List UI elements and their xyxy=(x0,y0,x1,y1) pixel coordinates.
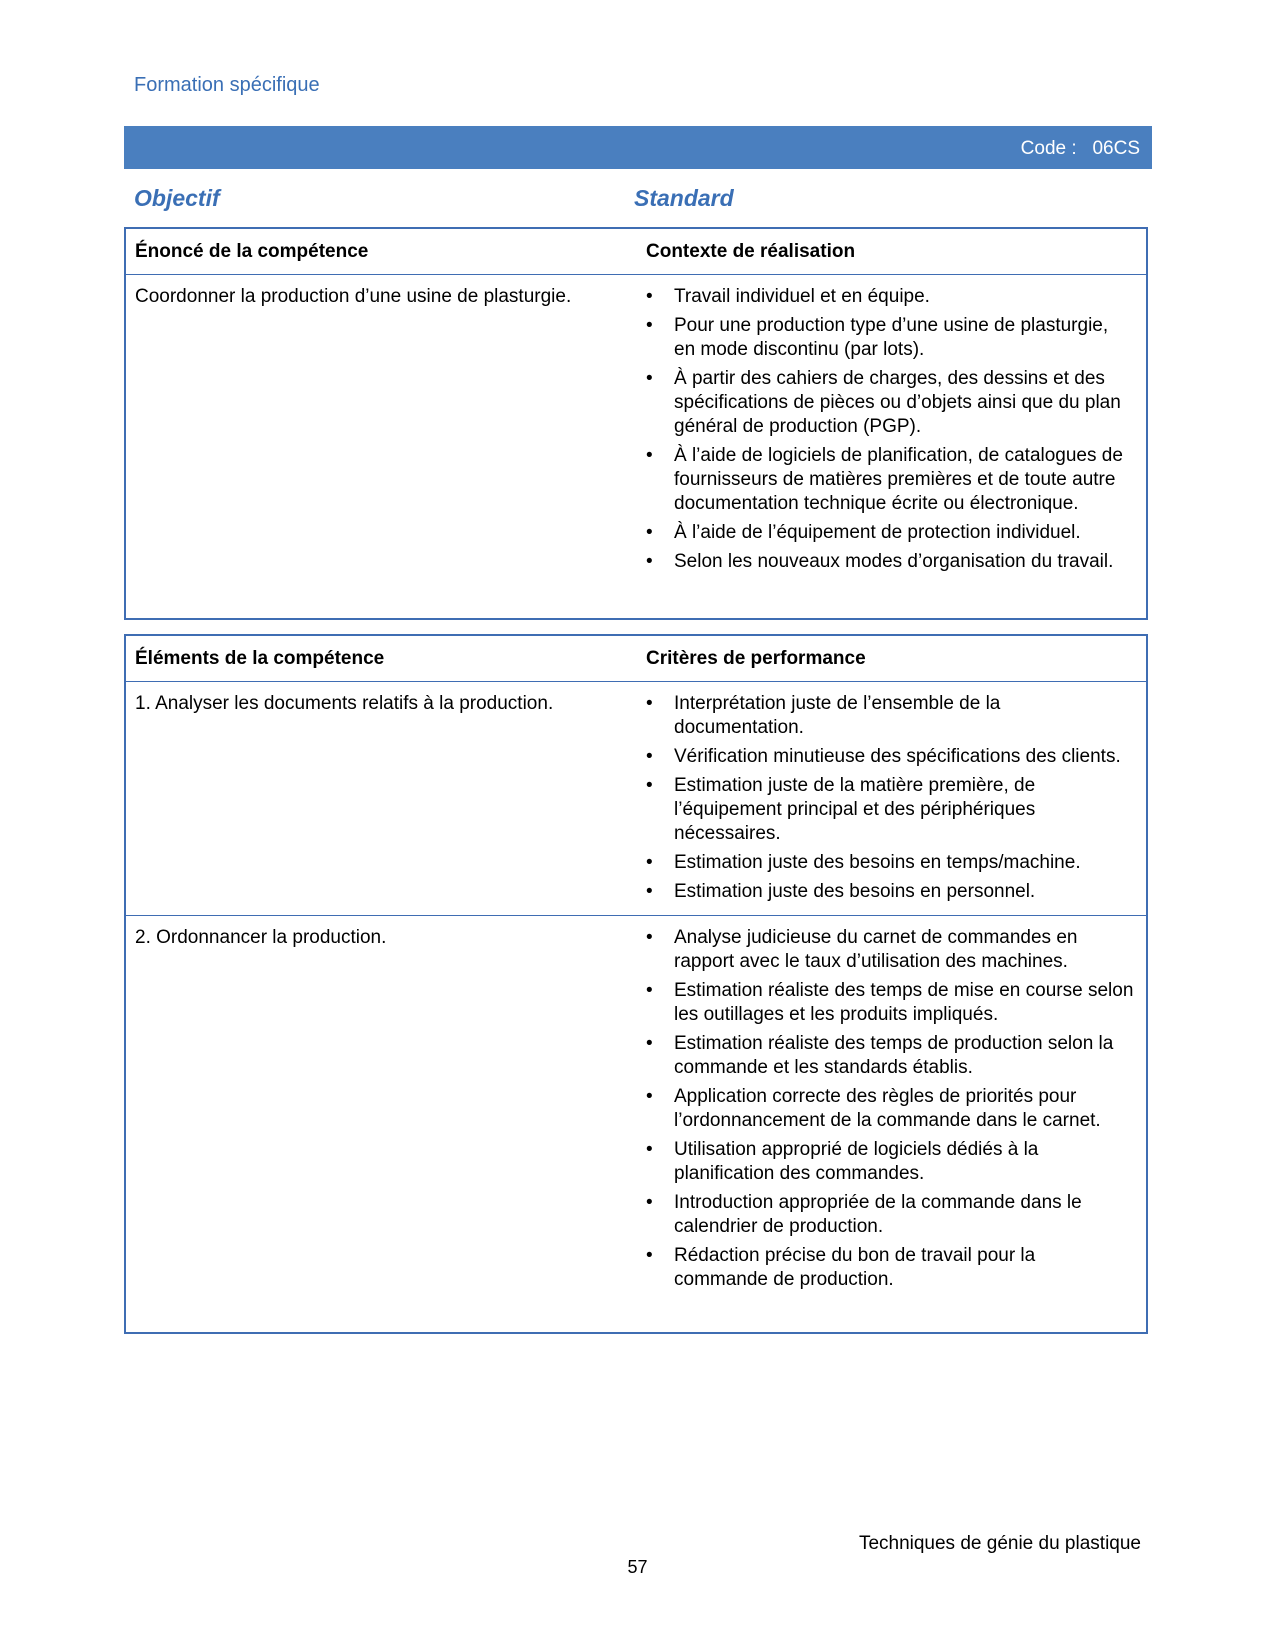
list-item: • Application correcte des règles de priorités pour l’ordonnancement de la commande dans le carnet. xyxy=(674,1085,1134,1133)
contexte-list xyxy=(126,275,1146,585)
objectif-title: Objectif xyxy=(134,185,220,211)
list-item: • Estimation réaliste des temps de mise en course selon les outillages et les produits impliqués. xyxy=(674,979,1134,1027)
list-item: • Estimation juste des besoins en personnel. xyxy=(674,880,1134,904)
program-footer: Techniques de génie du plastique xyxy=(858,1533,1141,1554)
list-item: • Estimation juste des besoins en temps/machine. xyxy=(674,851,1134,875)
table-row xyxy=(126,275,1146,585)
list-item: • Travail individuel et en équipe. xyxy=(674,285,1134,309)
standard-title: Standard xyxy=(634,185,734,211)
list-item: • Pour une production type d’une usine de plasturgie, en mode discontinu (par lots). xyxy=(674,314,1134,362)
competence-table-header xyxy=(126,229,1146,275)
list-item: • Introduction appropriée de la commande dans le calendrier de production. xyxy=(674,1191,1134,1239)
list-item: • Estimation réaliste des temps de production selon la commande et les standards établis. xyxy=(674,1032,1134,1080)
criteres-header: Critères de performance xyxy=(646,648,866,669)
criteres-list xyxy=(126,916,1146,1303)
table-row xyxy=(126,682,1146,915)
document-header: Formation spécifique xyxy=(134,74,320,96)
list-item: • Estimation juste de la matière première, de l’équipement principal et des périphériques nécessaires. xyxy=(674,774,1134,846)
list-item: • À partir des cahiers de charges, des dessins et des spécifications de pièces ou d’objets ainsi que du plan général de production (PGP). xyxy=(674,367,1134,439)
contexte-header: Contexte de réalisation xyxy=(646,241,856,262)
criteres-list xyxy=(126,682,1146,915)
competence-table xyxy=(124,227,1148,620)
code-bar xyxy=(124,126,1152,169)
enonce-text: Coordonner la production d’une usine de plasturgie. xyxy=(135,286,572,307)
list-item: • Interprétation juste de l’ensemble de la documentation. xyxy=(674,692,1134,740)
page-number: 57 xyxy=(627,1557,648,1577)
elements-header: Éléments de la compétence xyxy=(135,648,385,669)
list-item: • Rédaction précise du bon de travail pour la commande de production. xyxy=(674,1244,1134,1292)
element-text: 1. Analyser les documents relatifs à la production. xyxy=(135,693,554,714)
list-item: • Vérification minutieuse des spécifications des clients. xyxy=(674,745,1134,769)
elements-table-header xyxy=(126,636,1146,682)
enonce-header: Énoncé de la compétence xyxy=(135,241,369,262)
list-item: • Utilisation approprié de logiciels dédiés à la planification des commandes. xyxy=(674,1138,1134,1186)
section-titles xyxy=(134,185,1134,215)
table-row xyxy=(126,915,1146,1303)
list-item: • À l’aide de logiciels de planification, de catalogues de fournisseurs de matières premières et de toute autre documentation technique écrite ou électronique. xyxy=(674,444,1134,516)
element-text: 2. Ordonnancer la production. xyxy=(135,927,387,948)
course-code: Code : 06CS xyxy=(1020,138,1140,159)
list-item: • À l’aide de l’équipement de protection individuel. xyxy=(674,521,1134,545)
elements-table xyxy=(124,634,1148,1334)
list-item: • Analyse judicieuse du carnet de commandes en rapport avec le taux d’utilisation des machines. xyxy=(674,926,1134,974)
list-item: • Selon les nouveaux modes d’organisation du travail. xyxy=(674,550,1134,574)
